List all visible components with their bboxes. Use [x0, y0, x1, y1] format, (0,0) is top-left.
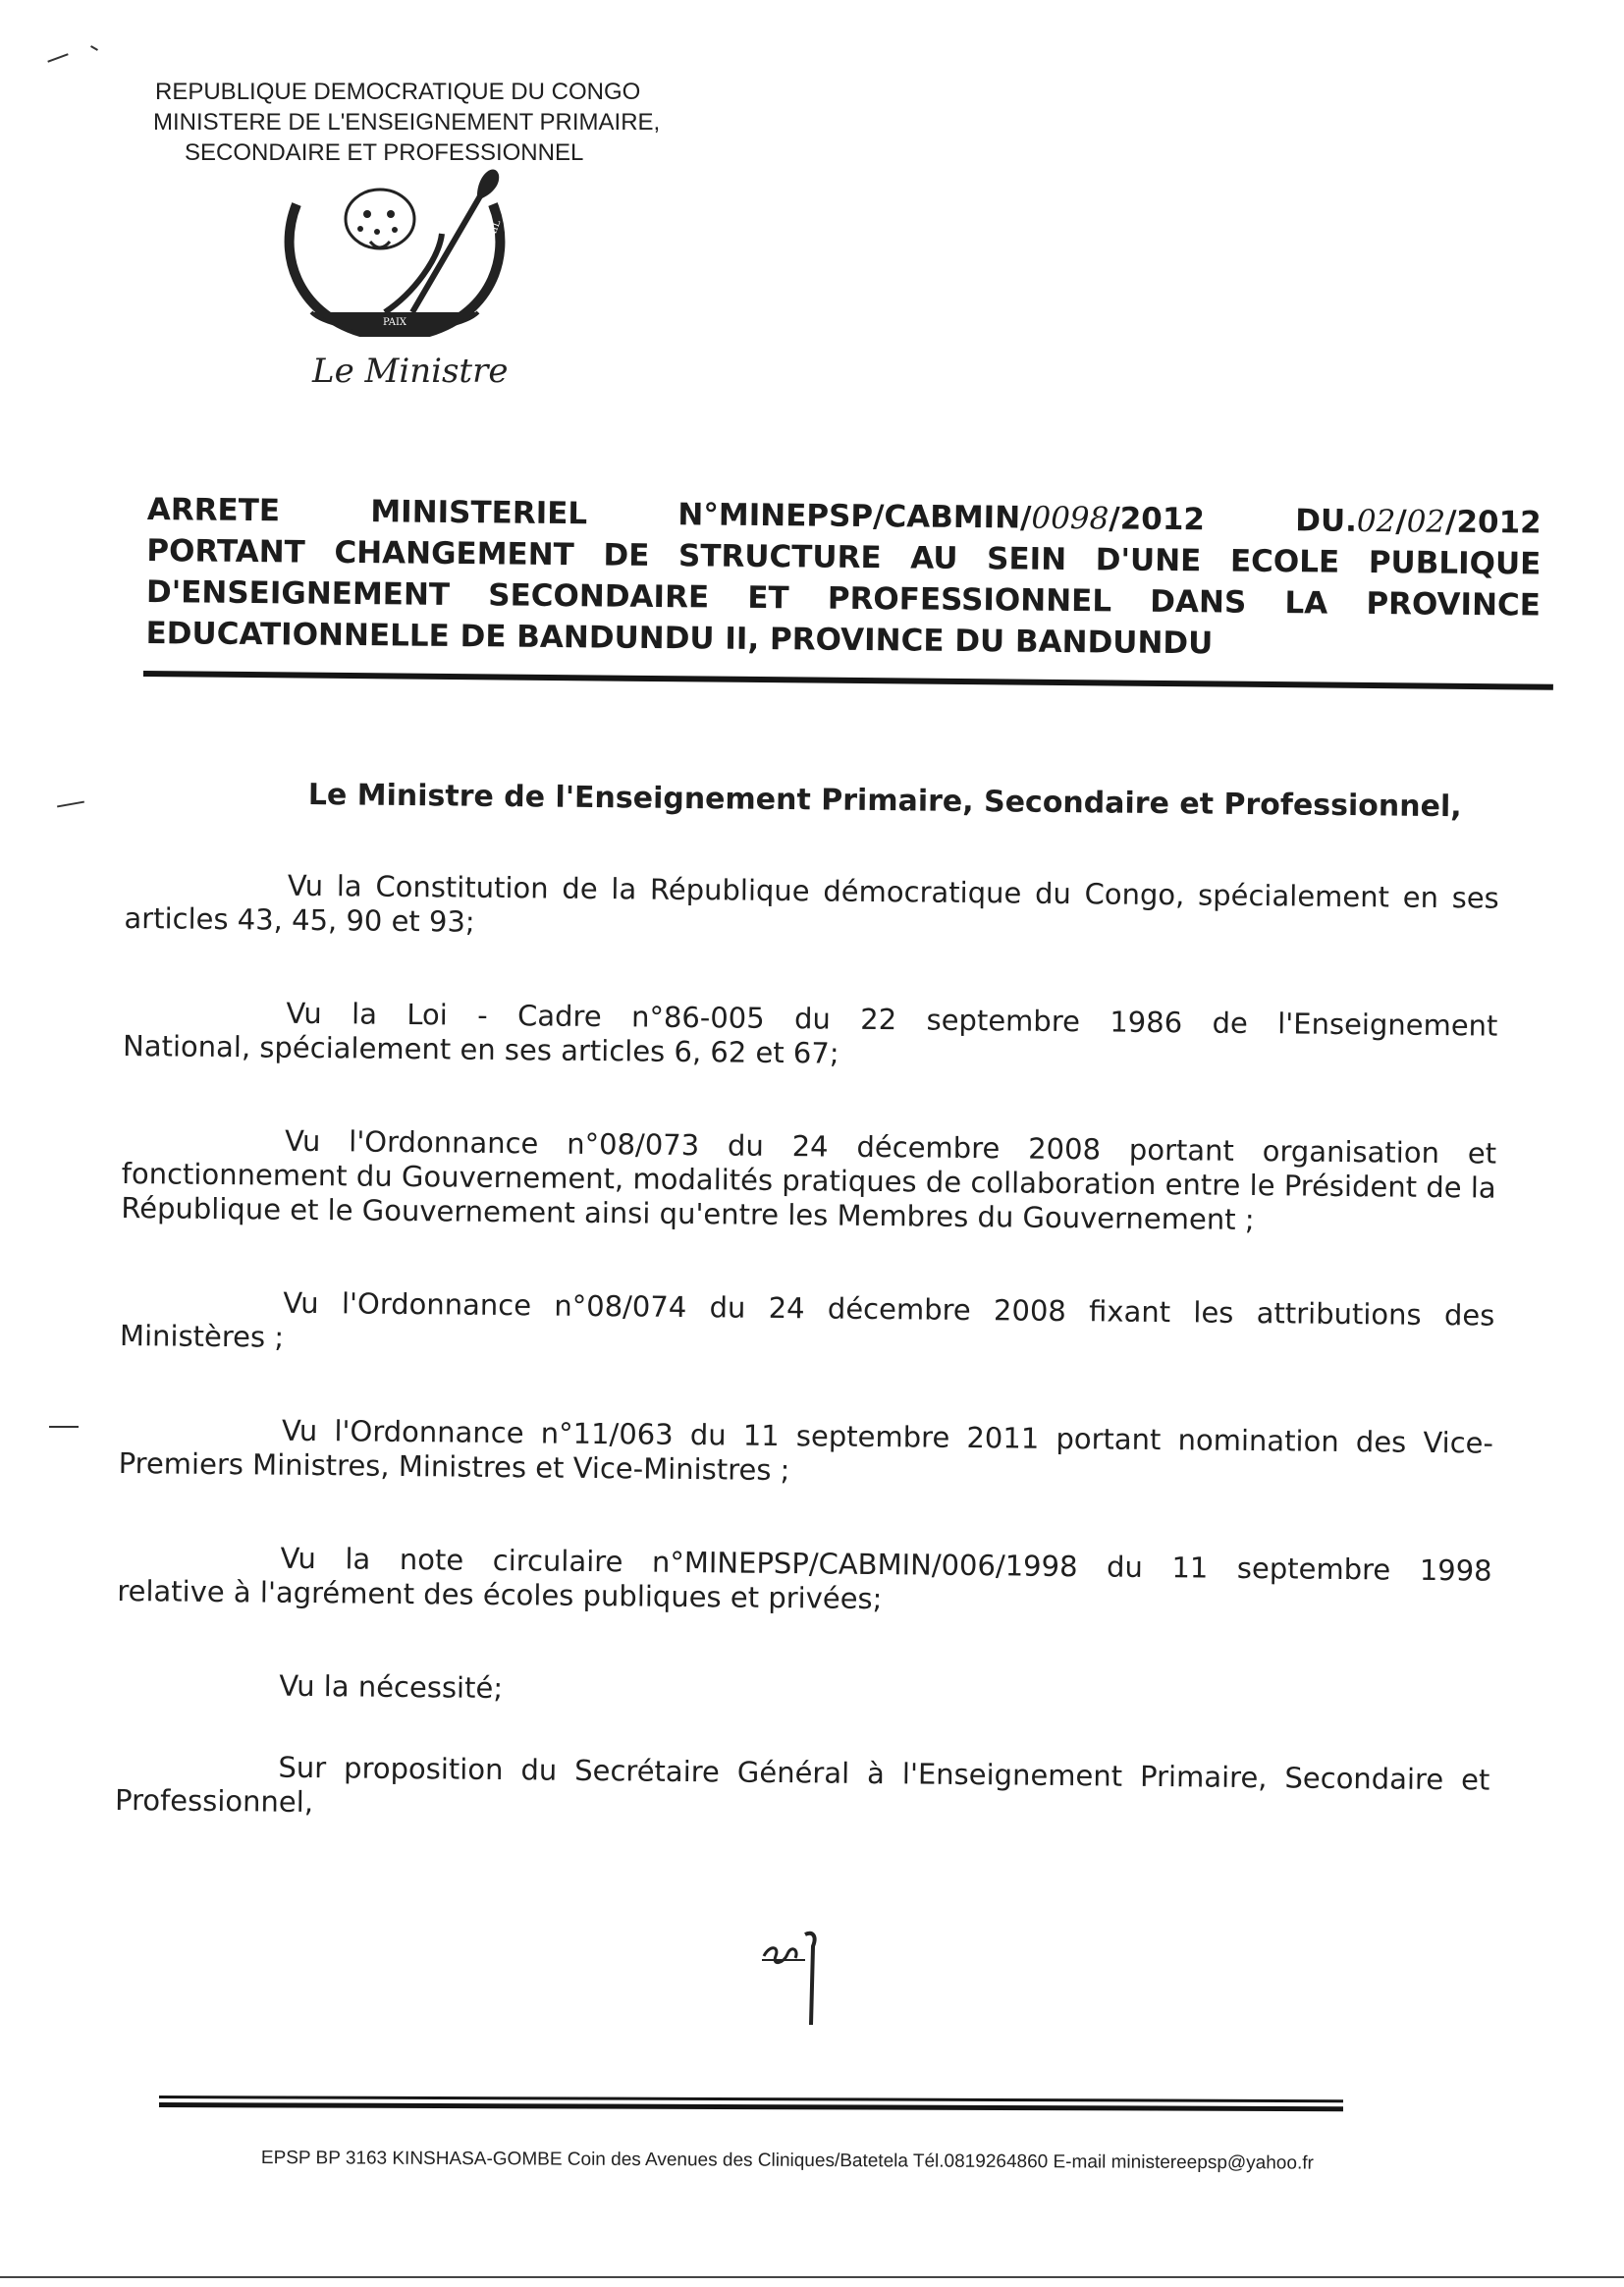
- minister-signature-title: Le Ministre: [312, 352, 509, 391]
- decree-date: DU.02/02/2012: [1295, 503, 1542, 541]
- decree-title-line4: EDUCATIONNELLE DE BANDUNDU II, PROVINCE DU BANDUNDU: [145, 615, 1214, 662]
- emblem-word: JUSTICE: [305, 231, 331, 277]
- handwritten-month: 02: [1406, 504, 1446, 540]
- emblem-word: TRAVAIL: [477, 218, 504, 265]
- considerant-paragraph: Vu l'Ordonnance n°08/073 du 24 décembre 2008 portant organisation et fonctionnement du Gouvernement, modalités pratiques de collaboration entre le Président de la République et le Gouvernement ainsi qu'entre les Membres du Gouvernement ;: [121, 1123, 1497, 1237]
- scan-edge: [0, 2276, 1624, 2278]
- considerant-paragraph: Vu l'Ordonnance n°08/074 du 24 décembre 2008 fixant les attributions des Ministères ;: [119, 1285, 1495, 1354]
- letterhead: [147, 77, 736, 168]
- title-word: MINISTERIEL: [370, 494, 588, 532]
- footer-divider: [159, 2102, 1343, 2111]
- country-name: REPUBLIQUE DEMOCRATIQUE DU CONGO: [155, 79, 641, 105]
- title-divider: [143, 671, 1553, 690]
- scan-mark: [49, 1426, 79, 1428]
- scan-mark: [90, 45, 98, 51]
- ministry-name: MINISTERE DE L'ENSEIGNEMENT PRIMAIRE,: [153, 109, 661, 136]
- emblem-word: PAIX: [382, 317, 407, 328]
- minister-heading: Le Ministre de l'Enseignement Primaire, Secondaire et Professionnel,: [307, 777, 1462, 825]
- title-word: ARRETE: [146, 491, 281, 529]
- handwritten-initials: [756, 1927, 844, 2035]
- scan-mark: [47, 53, 68, 62]
- considerant-paragraph: Vu la nécessité;: [279, 1668, 504, 1706]
- decree-title-line3: D'ENSEIGNEMENT SECONDAIRE ET PROFESSIONNEL DANS LA PROVINCE: [145, 573, 1542, 624]
- footer-divider: [159, 2096, 1343, 2102]
- decree-title-line2: PORTANT CHANGEMENT DE STRUCTURE AU SEIN D'UNE ECOLE PUBLIQUE: [146, 532, 1542, 582]
- decree-number: N°MINEPSP/CABMIN/0098/2012: [677, 497, 1206, 538]
- considerant-paragraph: Vu la note circulaire n°MINEPSP/CABMIN/006/1998 du 11 septembre 1998 relative à l'agrément des écoles publiques et privées;: [117, 1541, 1492, 1616]
- handwritten-number: 0098: [1031, 500, 1110, 537]
- scan-mark: [57, 801, 84, 808]
- ministry-name-cont: SECONDAIRE ET PROFESSIONNEL: [185, 139, 584, 166]
- footer-address: EPSP BP 3163 KINSHASA-GOMBE Coin des Avenues des Cliniques/Batetela Tél.0819264860 E-mail ministereepsp@yahoo.fr: [260, 2148, 1314, 2174]
- considerant-paragraph: Vu la Loi - Cadre n°86-005 du 22 septembre 1986 de l'Enseignement National, spécialement en ses articles 6, 62 et 67;: [122, 996, 1498, 1070]
- decree-body: [114, 776, 1500, 1891]
- coat-of-arms-icon: [267, 165, 522, 361]
- considerant-paragraph: Vu l'Ordonnance n°11/063 du 11 septembre 2011 portant nomination des Vice- Premiers Ministres, Ministres et Vice-Ministres ;: [118, 1413, 1494, 1488]
- considerant-paragraph: Sur proposition du Secrétaire Général à l'Enseignement Primaire, Secondaire et Professionnel,: [114, 1750, 1490, 1820]
- decree-title: [145, 489, 1542, 668]
- considerant-paragraph: Vu la Constitution de la République démocratique du Congo, spécialement en ses articles 43, 45, 90 et 93;: [124, 868, 1499, 939]
- handwritten-day: 02: [1356, 503, 1396, 540]
